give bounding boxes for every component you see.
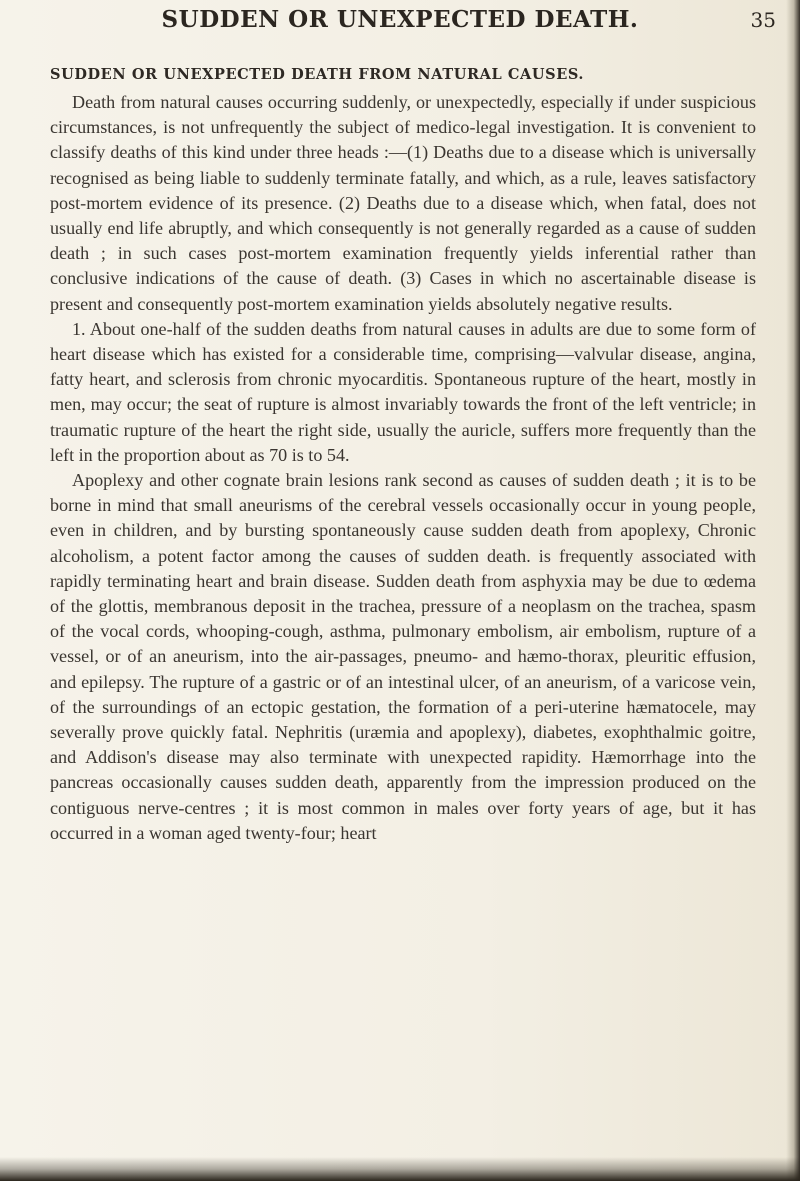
page-bottom-edge bbox=[0, 1157, 800, 1181]
page-gutter-shadow bbox=[786, 0, 800, 1181]
section-heading: SUDDEN OR UNEXPECTED DEATH FROM NATURAL CAUSES. bbox=[50, 66, 585, 83]
paragraph-classification: Death from natural causes occurring suddenly, or unexpectedly, especially if under suspicious circumstances, is not unfrequently the subject of medico-legal investigation. It is convenient to classify deaths of this kind under three heads :—(1) Deaths due to a disease which is universally recognised as being liable to suddenly terminate fatally, and which, as a rule, leaves satisfactory post-mortem evidence of its presence. (2) Deaths due to a disease which, when fatal, does not usually end life abruptly, and which consequently is not generally regarded as a cause of sudden death ; in such cases post-mortem examination frequently yields inferential rather than conclusive indications of the cause of death. (3) Cases in which no ascertainable disease is present and consequently post-mortem examination yields absolutely negative results. bbox=[50, 92, 756, 314]
page-number: 35 bbox=[750, 8, 776, 32]
paragraph-apoplexy: Apoplexy and other cognate brain lesions rank second as causes of sudden death ; it is to be borne in mind that small aneurisms of the cerebral vessels occasionally occur in young people, even in children, and by bursting spontaneously cause sudden death from apoplexy, Chronic alcoholism, a potent factor among the causes of sudden death. is frequently associated with rapidly terminating heart and brain disease. Sudden death from asphyxia may be due to œdema of the glottis, membranous deposit in the trachea, pressure of a neoplasm on the trachea, spasm of the vocal cords, whooping-cough, asthma, pulmonary embolism, air embolism, rupture of a vessel, or of an aneurism, into the air-passages, pneumo- and hæmo-thorax, pleuritic effusion, and epilepsy. The rupture of a gastric or of an intestinal ulcer, of an aneurism, of a varicose vein, of the surroundings of an ectopic gestation, the formation of a peri-uterine hæmatocele, may severally prove quickly fatal. Nephritis (uræmia and apoplexy), diabetes, exophthalmic goitre, and Addison's disease may also terminate with unexpected rapidity. Hæmorrhage into the pancreas occasionally causes sudden death, apparently from the impression produced on the contiguous nerve-centres ; it is most common in males over forty years of age, but it has occurred in a woman aged twenty-four; heart bbox=[50, 470, 756, 843]
paragraph-heart-disease: 1. About one-half of the sudden deaths from natural causes in adults are due to some form of heart disease which has existed for a considerable time, comprising—valvular disease, angina, fatty heart, and sclerosis from chronic myocarditis. Spontaneous rupture of the heart, mostly in men, may occur; the seat of rupture is almost invariably towards the front of the left ventricle; in traumatic rupture of the heart the right side, usually the auricle, suffers more frequently than the left in the proportion about as 70 is to 54. bbox=[50, 318, 756, 465]
body-text bbox=[50, 64, 756, 846]
running-head: SUDDEN OR UNEXPECTED DEATH. bbox=[161, 6, 639, 33]
